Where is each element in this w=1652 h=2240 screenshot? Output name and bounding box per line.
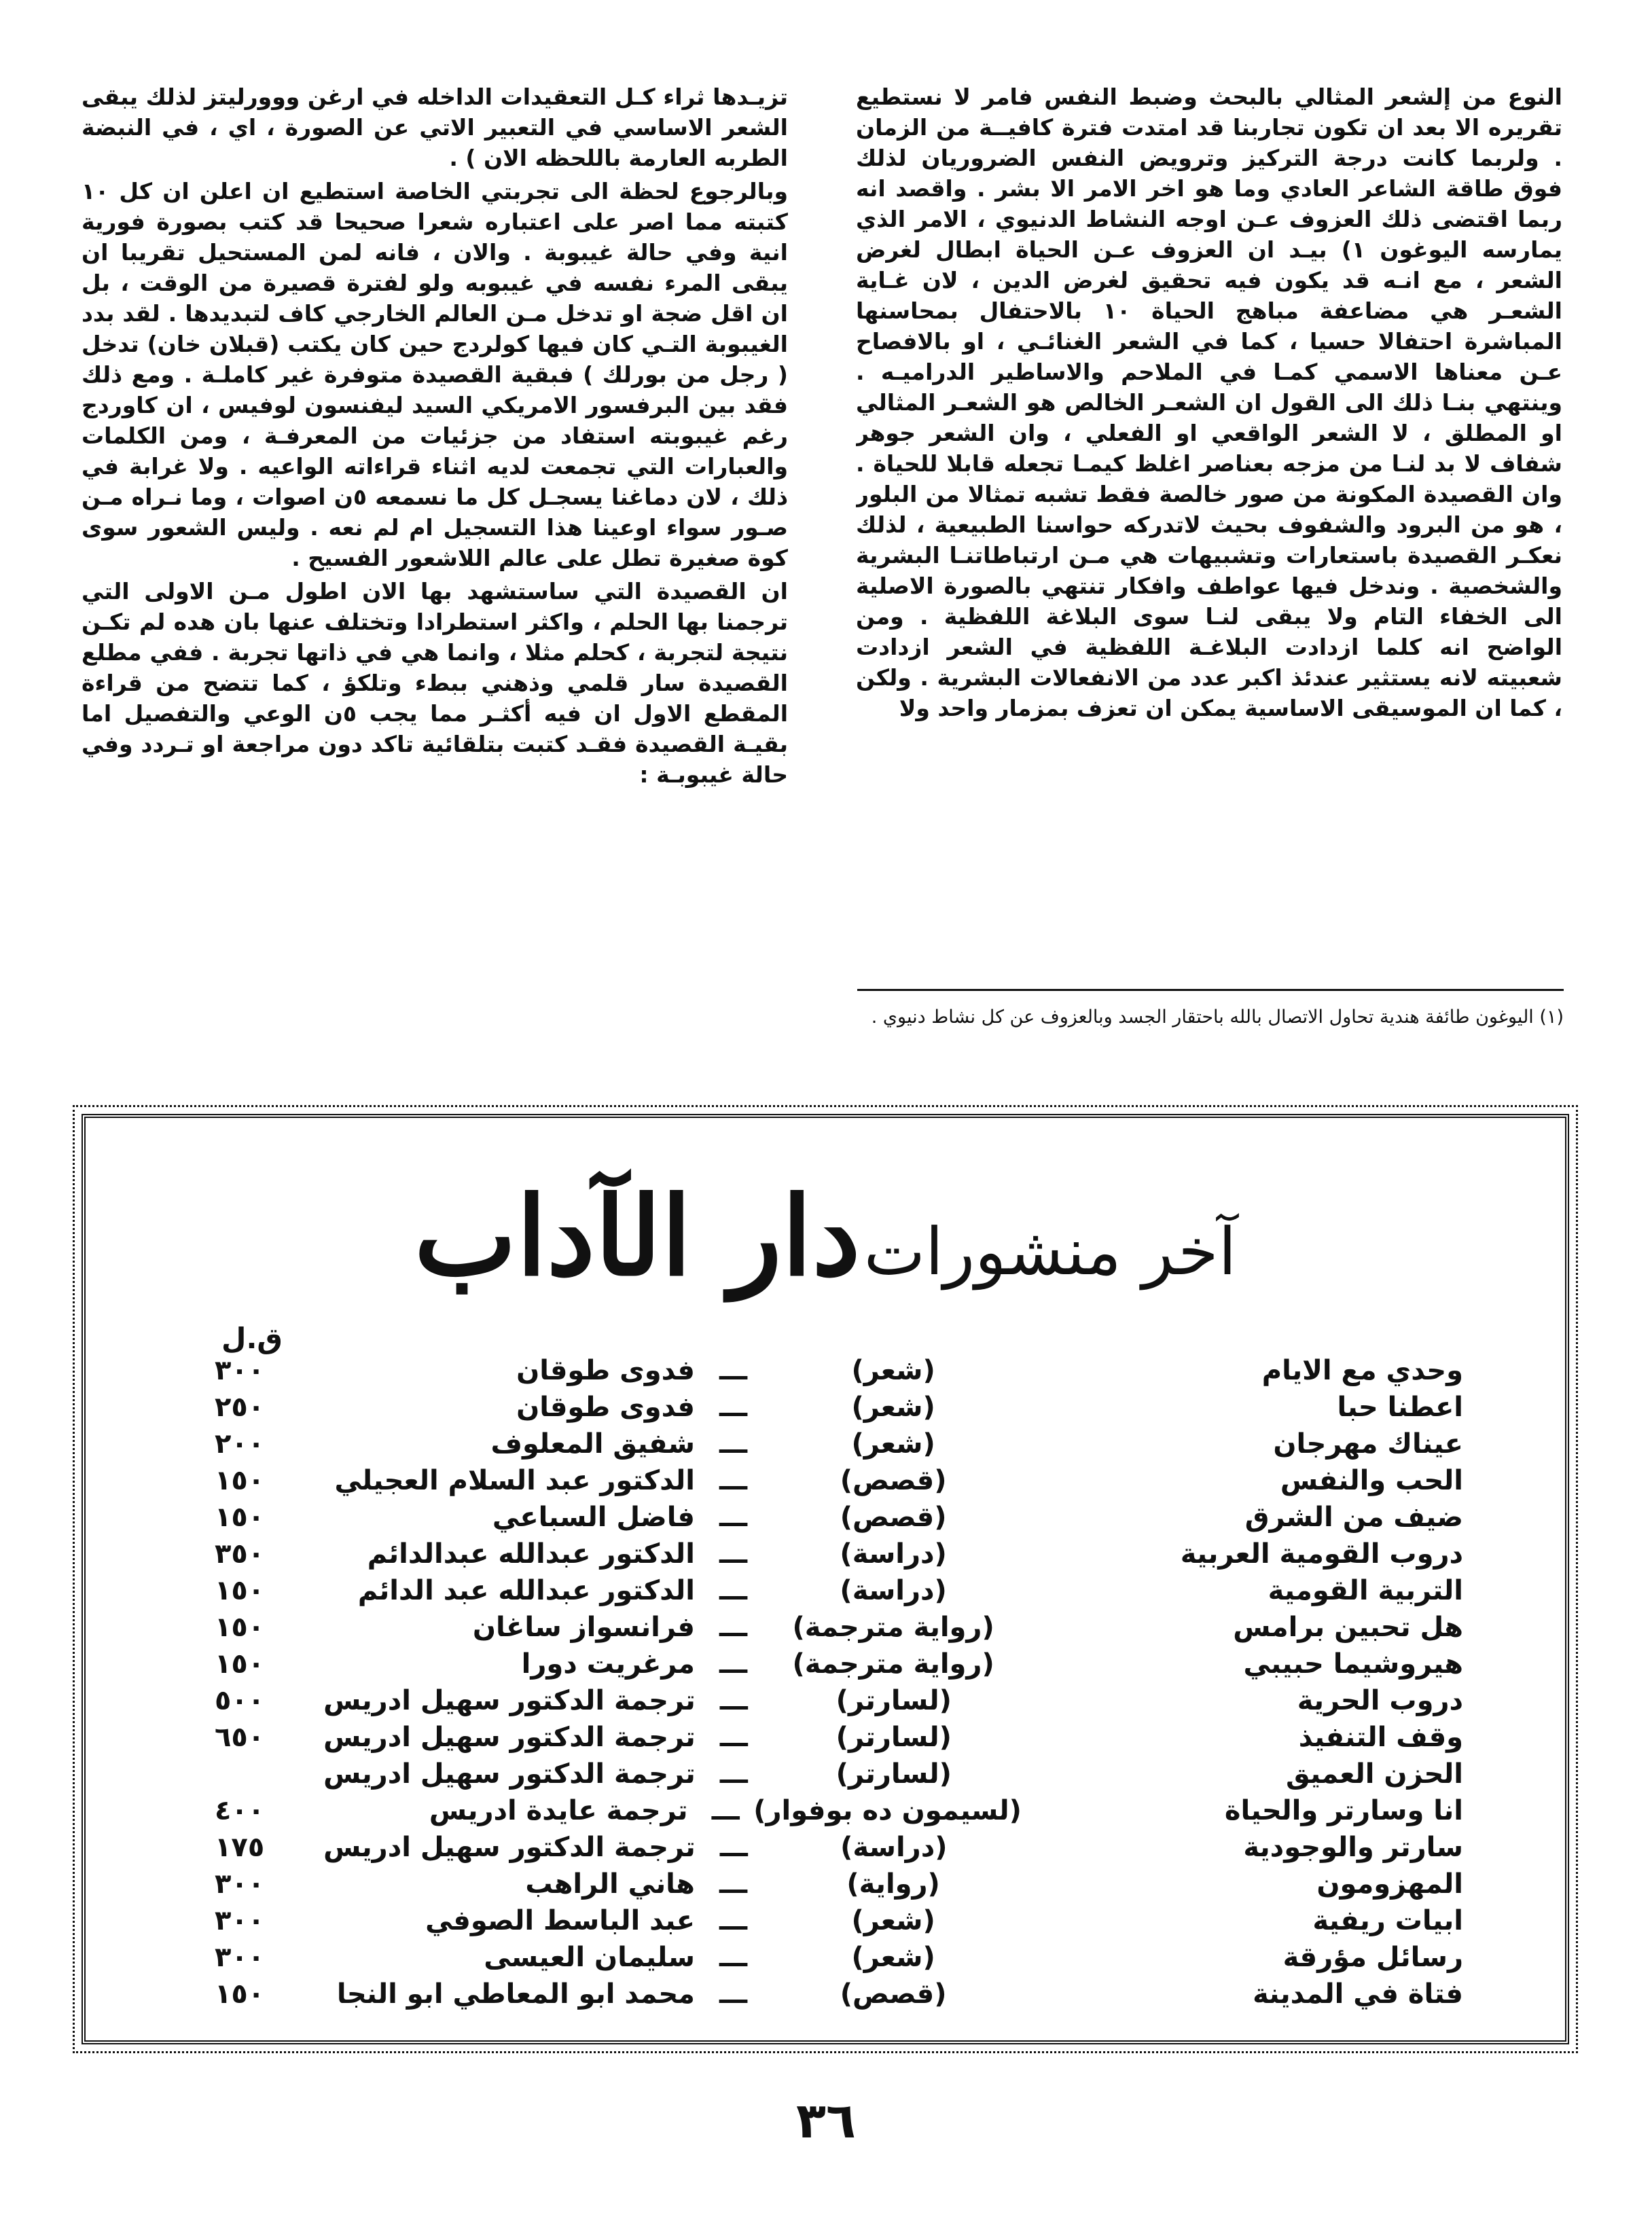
book-separator: ـــ	[719, 1428, 747, 1460]
book-author: الدكتور عبد السلام العجيلي	[334, 1465, 695, 1496]
book-row	[215, 1829, 1463, 1866]
book-author: عبد الباسط الصوفي	[425, 1905, 695, 1936]
book-price: ٢٠٠	[215, 1428, 265, 1460]
book-separator: ـــ	[719, 1685, 748, 1716]
book-list	[215, 1352, 1463, 2012]
book-genre: (لسارتر)	[836, 1758, 952, 1790]
book-separator: ـــ	[719, 1832, 748, 1863]
book-separator: ـــ	[719, 1648, 747, 1680]
book-separator: ـــ	[719, 1868, 747, 1900]
book-price: ٣٠٠	[215, 1868, 265, 1900]
book-author: فدوى طوقان	[516, 1392, 695, 1423]
book-genre: (قصص)	[840, 1979, 947, 2010]
book-price: ١٥٠	[215, 1502, 265, 1533]
book-genre: (رواية مترجمة)	[792, 1612, 994, 1643]
book-separator: ـــ	[719, 1612, 747, 1643]
book-row	[215, 1792, 1463, 1829]
book-title: الحب والنفس	[1280, 1465, 1463, 1496]
book-title: دروب القومية العربية	[1180, 1538, 1463, 1570]
book-row	[215, 1866, 1463, 1902]
right-column	[856, 82, 1562, 1032]
book-genre: (دراسة)	[840, 1832, 948, 1863]
book-title: اعطنا حبا	[1337, 1392, 1463, 1423]
left-column-paragraph: ان القصيدة التي ساستشهد بها الان اطول مـن الاولى التي ترجمنا بها الحلم ، واكثر استطرادا وتختلف عنها بان هده لم تكـن نتيجة لتجربة ، كحلم مثلا ، وانما هي في ذاتها تجربة . ففي مطلع القصيدة سار قلمي وذهني ببطء وتلكؤ ، كما تتضح من قراءة المقطع الاول ان فيه أكثـر مما يجب ٥ن الوعي والتفصيل اما بقيـة القصيدة فقـد كتبت بتلقائية تاكد دون مراجعة او تـردد وفي حالة غيبوبـة :	[82, 578, 788, 788]
book-title: سارتر والوجودية	[1243, 1832, 1463, 1863]
page-number: ٣٦	[796, 2092, 856, 2149]
book-row	[215, 1536, 1463, 1572]
book-genre: (لسارتر)	[836, 1685, 952, 1716]
ad-title-publisher: دار الآداب	[414, 1172, 861, 1300]
book-price: ٣٥٠	[215, 1538, 265, 1570]
footnote-divider	[857, 989, 1564, 991]
book-row	[215, 1572, 1463, 1609]
book-row	[215, 1902, 1463, 1939]
book-author: شفيق المعلوف	[490, 1428, 695, 1460]
book-separator: ـــ	[719, 1502, 747, 1533]
book-author: فاضل السباعي	[492, 1502, 695, 1533]
ad-title-prefix: آخر منشورات	[863, 1214, 1237, 1290]
book-price: ٤٠٠	[215, 1795, 265, 1826]
book-genre: (شعر)	[851, 1392, 935, 1423]
book-price: ٣٠٠	[215, 1942, 265, 1973]
book-price: ٦٥٠	[215, 1722, 265, 1753]
book-price: ٣٠٠	[215, 1355, 265, 1386]
book-genre: (شعر)	[851, 1355, 935, 1386]
book-price: ١٧٥	[215, 1832, 265, 1863]
book-title: ضيف من الشرق	[1244, 1502, 1463, 1533]
book-author: هاني الراهب	[525, 1868, 695, 1900]
book-row	[215, 1976, 1463, 2012]
book-separator: ـــ	[719, 1942, 747, 1973]
book-title: التربية القومية	[1268, 1575, 1463, 1606]
book-author: الدكتور عبدالله عبدالدائم	[367, 1538, 695, 1570]
article-body	[82, 82, 1562, 1032]
book-title: عيناك مهرجان	[1273, 1428, 1463, 1460]
book-separator: ـــ	[719, 1905, 747, 1936]
book-genre: (لسيمون ده بوفوار)	[753, 1795, 1022, 1826]
book-separator: ـــ	[711, 1795, 740, 1826]
book-author: ترجمة الدكتور سهيل ادريس	[323, 1722, 696, 1753]
book-separator: ـــ	[719, 1465, 747, 1496]
left-column-paragraph: وبالرجوع لحظة الى تجربتي الخاصة استطيع ان اعلن ان كل ١٠ كتبته مما اصر على اعتباره شعرا صحيحا قد كتب بصورة فورية انية وفي حالة غيبوبة . والان ، فانه لمن المستحيل تقريبا ان يبقى المرء نفسه في غيبوبه ولو لفترة قصيرة من الوقت ، بل ان اقل ضجة او تدخل مـن العالم الخارجي كاف لتبديدها . لقد بدد الغيبوبة التـي كان فيها كولردج حين كان يكتب (قبلان خان) تدخل ( رجل من بورلك ) فبقية القصيدة متوفرة غير كاملـة . ومع ذلك فقد بين البرفسور الامريكي السيد ليفنسون لوفيس ، ان كاوردج رغم غيبوبته استفاد من جزئيات من المعرفـة ، ومن الكلمات والعبارات التي تجمعت لديه اثناء قراءاته الواعيه . ولا غرابة في ذلك ، لان دماغنا يسجـل كل ما نسمعه ٥ن اصوات ، وما نـراه مـن صـور سواء اوعينا هذا التسجيل ام لم نعه . وليس الشعور سوى كوة صغيرة تطل على عالم اللاشعور الفسيح .	[82, 178, 788, 571]
book-price: ٢٥٠	[215, 1392, 265, 1423]
book-author: فرانسواز ساغان	[472, 1612, 695, 1643]
book-row	[215, 1462, 1463, 1499]
book-genre: (شعر)	[851, 1942, 935, 1973]
ad-title	[86, 1172, 1565, 1300]
book-separator: ـــ	[719, 1538, 747, 1570]
book-genre: (رواية مترجمة)	[792, 1648, 994, 1680]
book-title: المهزومون	[1316, 1868, 1463, 1900]
book-title: انا وسارتر والحياة	[1224, 1795, 1463, 1826]
book-title: دروب الحرية	[1297, 1685, 1463, 1716]
currency-label: ق.ل	[221, 1322, 283, 1355]
book-genre: (دراسة)	[840, 1575, 947, 1606]
book-price: ١٥٠	[215, 1575, 265, 1606]
book-title: فتاة في المدينة	[1253, 1979, 1463, 2010]
book-title: هيروشيما حبيبي	[1243, 1648, 1463, 1680]
book-author: سليمان العيسى	[484, 1942, 695, 1973]
book-row	[215, 1352, 1463, 1389]
book-row	[215, 1756, 1463, 1792]
book-genre: (لسارتر)	[836, 1722, 952, 1753]
book-price: ١٥٠	[215, 1979, 265, 2010]
book-author: مرغريت دورا	[521, 1648, 695, 1680]
book-price: ١٥٠	[215, 1612, 265, 1643]
book-title: ابيات ريفية	[1312, 1905, 1463, 1936]
book-row	[215, 1719, 1463, 1756]
right-column-paragraph: النوع من إلشعر المثالي بالبحث وضبط النفس فامر لا نستطيع تقريره الا بعد ان تكون تجاربنا قد امتدت فترة كافيــة من الزمان . ولربما كانت درجة التركيز وترويض النفس الضروريان لذلك فوق طاقة الشاعر العادي وما هو اخر الامر الا بشر . واقصد انه ربما اقتضى ذلك العزوف عـن اوجه النشاط الدنيوي ، الامر الذي يمارسه اليوغون ١) بيـد ان العزوف عـن الحياة ابطال لغرض الشعر ، مع انـه قد يكون فيه تحقيق لغرض الدين ، لان غـاية الشعـر هي مضاعفة مباهج الحياة ١٠ بالاحتفال بمحاسنها المباشرة احتفالا حسيا ، كما في الشعر الغنائـي ، او بالافصاح عـن معناها الاسمي كمـا في الملاحم والاساطير الدراميـه . وينتهي بنـا ذلك الى القول ان الشعـر الخالص هو الشعـر المثالي او المطلق ، لا الشعر الواقعي او الفعلي ، وان الشعر جوهر شفاف لا بد لنـا من مزجه بعناصر اغلظ كيمـا تجعله قابلا للحياة . وان القصيدة المكونة من صور خالصة فقط تشبه تمثالا من البلور ، هو من البرود والشفوف بحيث لاتدركه حواسنا الطبيعية ، لذلك نعكـر القصيدة باستعارات وتشبيهات هي مـن ارتباطاتنـا البشرية والشخصية . وندخل فيها عواطف وافكار تنتهي بالصورة الاصلية الى الخفاء التام ولا يبقى لنـا سوى البلاغة اللفظية . ومن الواضح انه كلما ازدادت البلاغـة اللفظية في الشعر ازدادت شعبيته لانه يستثير عندئذ اكبر عدد من الانفعالات البشرية . ولكن ، كما ان الموسيقى الاساسية يمكن ان تعزف بمزمار واحد ولا	[856, 84, 1562, 721]
book-author: الدكتور عبدالله عبد الدائم	[357, 1575, 695, 1606]
left-column-paragraph: تزيـدها ثراء كـل التعقيدات الداخله في ارغن ووورليتز لذلك يبقى الشعر الاساسي في التعبير الاتي عن الصورة ، اي ، في النبضة الطربه العارمة باللحظه الان ) .	[82, 84, 788, 171]
left-column	[82, 82, 788, 1032]
book-title: الحزن العميق	[1285, 1758, 1463, 1790]
book-price: ١٥٠	[215, 1648, 265, 1680]
book-price: ٥٠٠	[215, 1685, 265, 1716]
book-separator: ـــ	[719, 1979, 747, 2010]
book-title: وحدي مع الايام	[1261, 1355, 1463, 1386]
book-author: فدوى طوقان	[516, 1355, 695, 1386]
publisher-advertisement	[82, 1114, 1569, 2044]
book-row	[215, 1426, 1463, 1462]
book-price: ٣٠٠	[215, 1905, 265, 1936]
book-author: ترجمة الدكتور سهيل ادريس	[323, 1832, 696, 1863]
book-genre: (شعر)	[851, 1905, 935, 1936]
book-separator: ـــ	[719, 1758, 748, 1790]
book-genre: (قصص)	[840, 1465, 947, 1496]
book-author: ترجمة عايدة ادريس	[429, 1795, 688, 1826]
footnote: (١) اليوغون طائفة هندية تحاول الاتصال بالله باحتقار الجسد وبالعزوف عن كل نشاط دنيوي .	[871, 1007, 1564, 1028]
book-price: ١٥٠	[215, 1465, 265, 1496]
book-separator: ـــ	[719, 1392, 747, 1423]
book-row	[215, 1389, 1463, 1426]
book-title: هل تحبين برامس	[1233, 1612, 1463, 1643]
book-row	[215, 1646, 1463, 1682]
book-row	[215, 1609, 1463, 1646]
book-row	[215, 1499, 1463, 1536]
book-separator: ـــ	[719, 1355, 747, 1386]
book-author: ترجمة الدكتور سهيل ادريس	[323, 1685, 696, 1716]
book-author: ترجمة الدكتور سهيل ادريس	[323, 1758, 696, 1790]
book-genre: (رواية)	[846, 1868, 940, 1900]
book-row	[215, 1939, 1463, 1976]
book-title: وقف التنفيذ	[1298, 1722, 1463, 1753]
book-genre: (قصص)	[840, 1502, 947, 1533]
book-genre: (دراسة)	[840, 1538, 947, 1570]
book-row	[215, 1682, 1463, 1719]
book-title: رسائل مؤرقة	[1282, 1942, 1463, 1973]
book-genre: (شعر)	[851, 1428, 935, 1460]
book-author: محمد ابو المعاطي ابو النجا	[336, 1979, 695, 2010]
book-separator: ـــ	[719, 1722, 748, 1753]
book-separator: ـــ	[719, 1575, 747, 1606]
